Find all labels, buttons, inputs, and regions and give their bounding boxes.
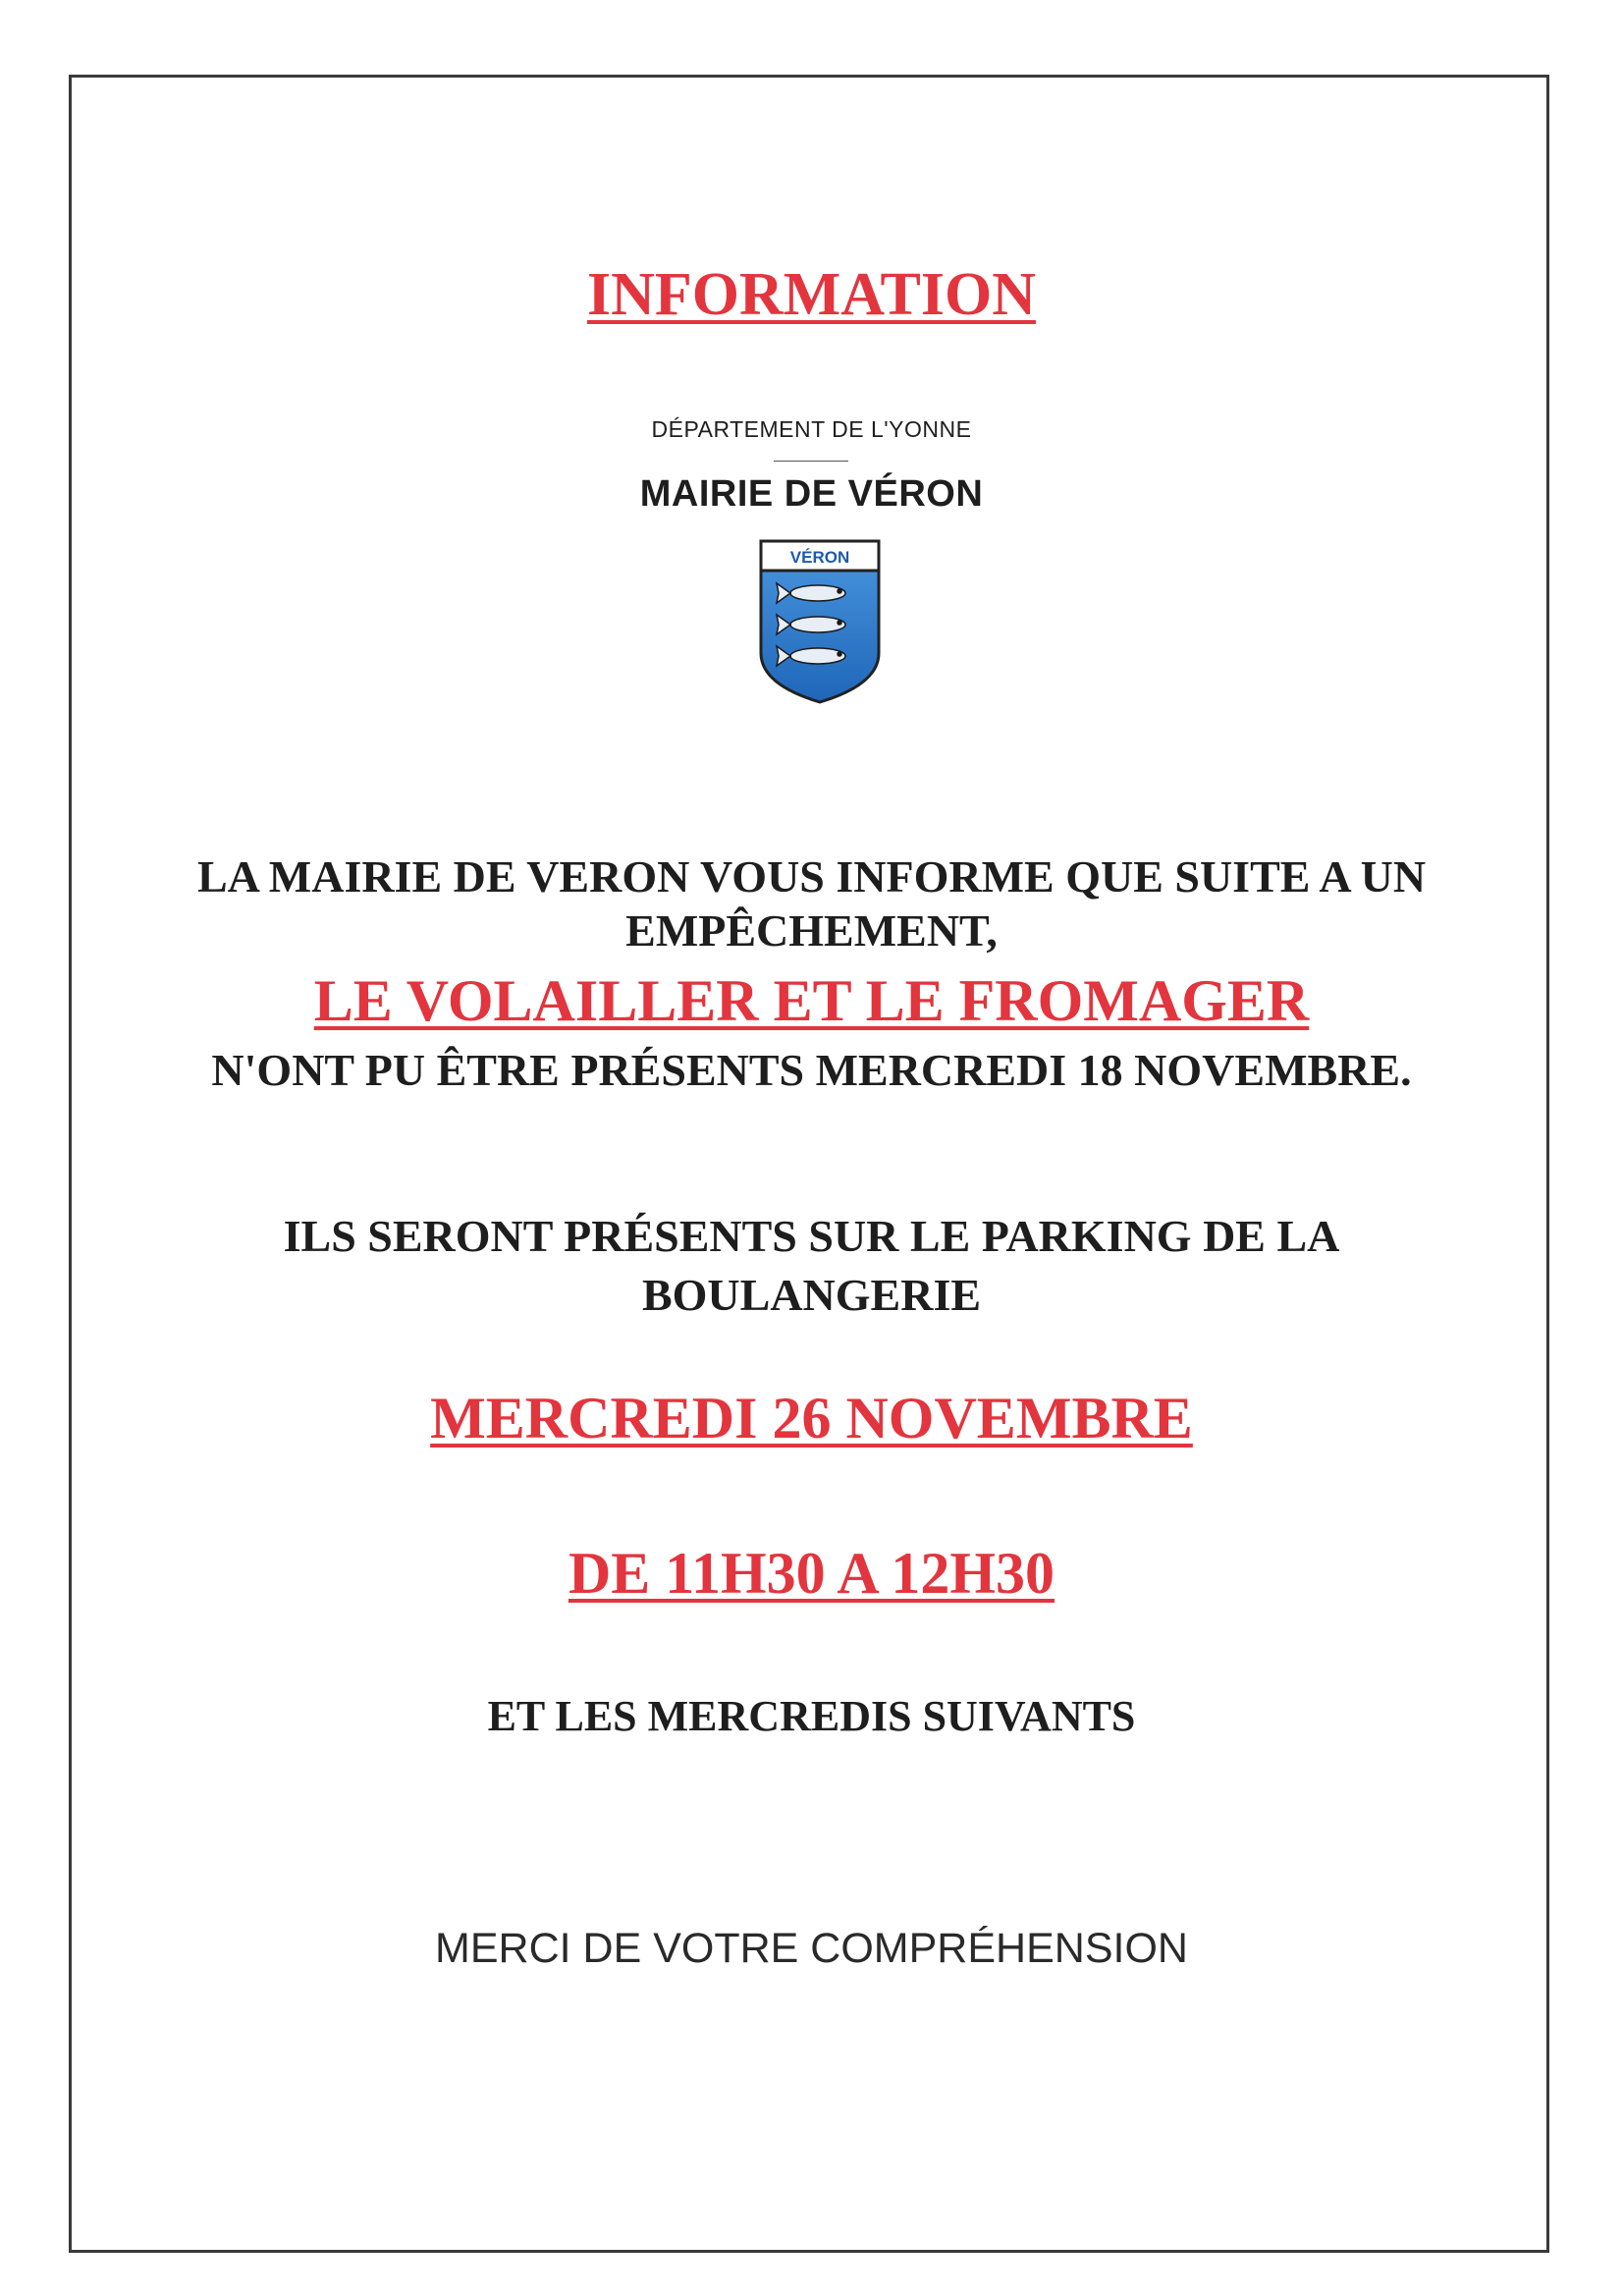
message-line-9: ET LES MERCREDIS SUIVANTS <box>487 1692 1136 1740</box>
crest-label: VÉRON <box>789 548 850 567</box>
message-line-6: BOULANGERIE <box>641 1270 982 1320</box>
notice-title: INFORMATION <box>587 261 1036 328</box>
coat-of-arms-icon <box>757 537 883 706</box>
date-highlight: MERCREDI 26 NOVEMBRE <box>430 1386 1193 1450</box>
message-line-1: LA MAIRIE DE VERON VOUS INFORME QUE SUITE A UN <box>196 851 1427 902</box>
message-line-2: EMPÊCHEMENT, <box>625 905 998 956</box>
closing-text: MERCI DE VOTRE COMPRÉHENSION <box>435 1925 1188 1972</box>
mairie-label: MAIRIE DE VÉRON <box>639 473 984 515</box>
vendors-highlight: LE VOLAILLER ET LE FROMAGER <box>313 968 1310 1033</box>
message-line-5: ILS SERONT PRÉSENTS SUR LE PARKING DE LA <box>283 1211 1340 1261</box>
department-label: DÉPARTEMENT DE L'YONNE <box>651 416 972 442</box>
header-divider <box>774 461 848 462</box>
time-highlight: DE 11H30 A 12H30 <box>568 1541 1055 1606</box>
message-line-4: N'ONT PU ÊTRE PRÉSENTS MERCREDI 18 NOVEMBRE. <box>211 1045 1412 1095</box>
